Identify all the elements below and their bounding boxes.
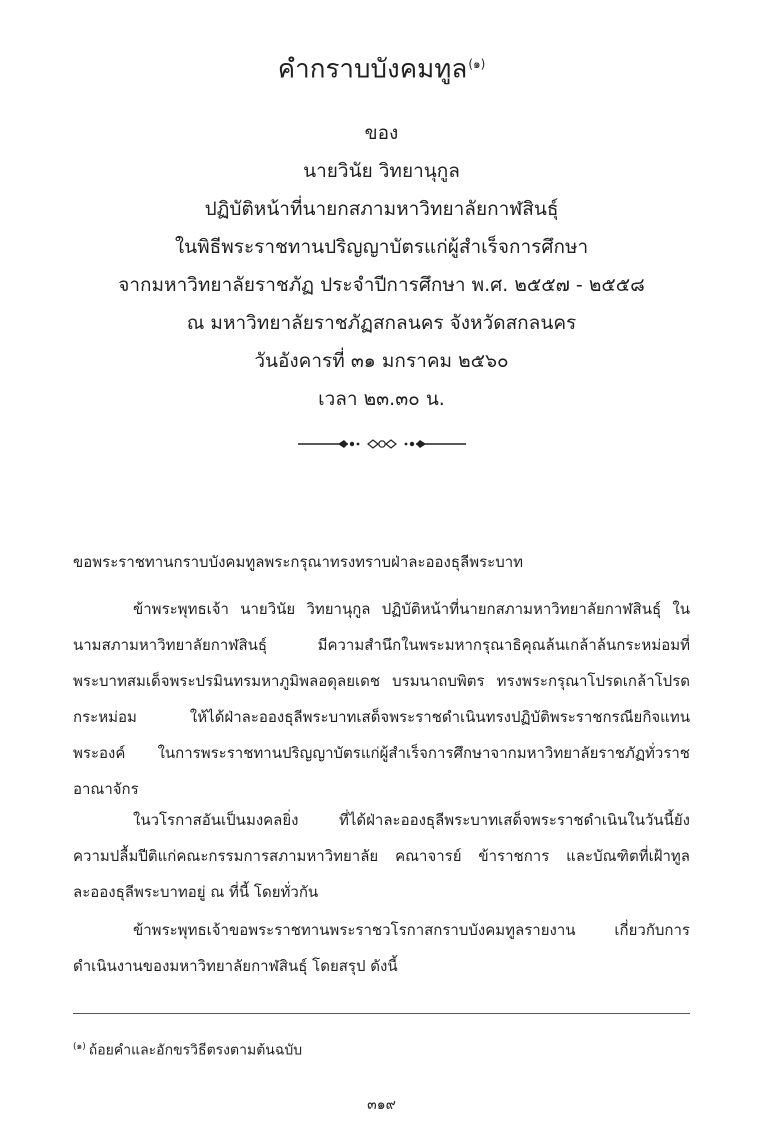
paragraph-1 <box>73 591 690 807</box>
header-line-ceremony: ในพิธีพระราชทานปริญญาบัตรแก่ผู้สำเร็จการศึกษา <box>174 236 589 258</box>
header-line-venue: ณ มหาวิทยาลัยราชภัฏสกลนคร จังหวัดสกลนคร <box>186 312 577 334</box>
paragraph-3-text: ข้าพระพุทธเจ้าขอพระราชทานพระราชวโรกาสกราบบังคมทูลรายงาน เกี่ยวกับการดำเนินงานของมหาวิทยาลัยกาฬสินธุ์ โดยสรุป ดังนี้ <box>73 921 690 975</box>
header-line-time: เวลา ๒๓.๓๐ น. <box>318 388 445 410</box>
footnote-divider <box>73 1013 690 1014</box>
paragraph-1-text: ข้าพระพุทธเจ้า นายวินัย วิทยานุกูล ปฏิบัติหน้าที่นายกสภามหาวิทยาลัยกาฬสินธุ์ ในนามสภามหาวิทยาลัยกาฬสินธุ์ มีความสำนึกในพระมหากรุณาธิคุณล้นเกล้าล้นกระหม่อมที่พระบาทสมเด็จพระปรมินทรมหาภูมิพลอดุลยเดช บรมนาถบพิตร ทรงพระกรุณาโปรดเกล้าโปรดกระหม่อม ให้ได้ฝ่าละอองธุลีพระบาทเสด็จพระราชดำเนินทรงปฏิบัติพระราชกรณียกิจแทนพระองค์ ในการพระราชทานปริญญาบัตรแก่ผู้สำเร็จการศึกษาจากมหาวิทยาลัยราชภัฏทั่วราชอาณาจักร <box>73 600 690 798</box>
salutation-text: ขอพระราชทานกราบบังคมทูลพระกรุณาทรงทราบฝ่าละอองธุลีพระบาท <box>73 553 524 571</box>
footnote-marker: (๑) <box>73 1042 86 1052</box>
page-title <box>0 44 763 90</box>
title-footnote-marker: (๑) <box>468 57 486 71</box>
ceremony-header <box>0 114 763 418</box>
header-line-position: ปฏิบัติหน้าที่นายกสภามหาวิทยาลัยกาฬสินธุ์ <box>204 198 559 220</box>
paragraph-2-text: ในวโรกาสอันเป็นมงคลยิ่ง ที่ได้ฝ่าละอองธุลีพระบาทเสด็จพระราชดำเนินในวันนี้ยังความปลื้มปีติแก่คณะกรรมการสภามหาวิทยาลัย คณาจารย์ ข้าราชการ และบัณฑิตที่เฝ้าทูลละอองธุลีพระบาทอยู่ ณ ที่นี้ โดยทั่วกัน <box>73 811 690 901</box>
footnote-text: ถ้อยคำและอักขรวิธีตรงตามต้นฉบับ <box>88 1042 303 1059</box>
footnote <box>73 1036 690 1062</box>
header-line-date: วันอังคารที่ ๓๑ มกราคม ๒๕๖๐ <box>254 350 509 372</box>
header-line-academic-year: จากมหาวิทยาลัยราชภัฏ ประจำปีการศึกษา พ.ศ. ๒๕๕๗ - ๒๕๕๘ <box>118 274 645 296</box>
page-number: ๓๑๙ <box>367 1097 396 1113</box>
paragraph-2 <box>73 802 690 910</box>
decorative-divider <box>0 432 763 456</box>
header-line-of: ของ <box>364 122 399 144</box>
paragraph-3 <box>73 912 690 984</box>
ornament-icon <box>292 432 472 456</box>
header-line-speaker: นายวินัย วิทยานุกูล <box>303 160 460 182</box>
page-title-text: คำกราบบังคมทูล <box>277 54 468 85</box>
salutation <box>73 544 690 580</box>
